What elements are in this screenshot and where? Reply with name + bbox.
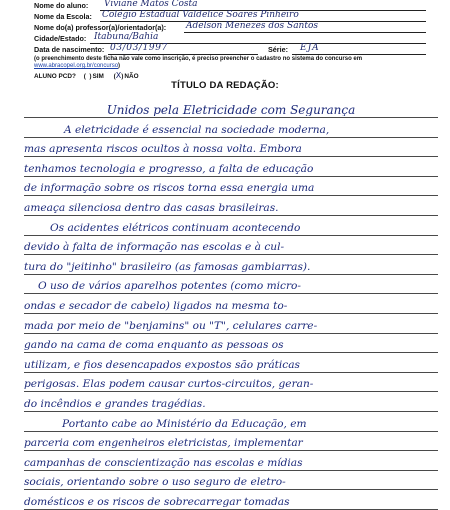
registration-link[interactable]: www.abracopel.org.br/concurso: [34, 63, 119, 70]
student-name-value: Viviane Matos Costa: [104, 0, 198, 9]
essay-line-text: do incêndios e grandes tragédias.: [24, 397, 206, 410]
essay-line-text: domésticos e os riscos de sobrecarregar tomadas: [24, 495, 290, 508]
registration-note-text: (o preenchimento deste ficha não vale como inscrição, é preciso preencher o cadastro no sistema do concurso em: [34, 56, 363, 62]
essay-line: [24, 236, 438, 256]
birth-date-field[interactable]: [108, 44, 258, 55]
essay-line-text: mas apresenta riscos ocultos à nossa volta. Embora: [24, 143, 302, 156]
essay-line-text: O uso de vários aparelhos potentes (como micro-: [38, 280, 302, 293]
series-value: EJA: [300, 43, 320, 53]
essay-line-text: Portanto cabe ao Ministério da Educação, em: [62, 417, 307, 430]
essay-line: [24, 334, 438, 354]
teacher-name-field[interactable]: [184, 22, 426, 33]
essay-line-text: ondas e secador de cabelo) ligados na mesma to-: [24, 299, 288, 312]
essay-line: [24, 471, 438, 491]
essay-line-text: devido à falta de informação nas escolas e à cul-: [24, 241, 285, 254]
essay-line: [24, 412, 438, 432]
pcd-row: [34, 71, 139, 80]
birth-series-row: [34, 44, 426, 56]
essay-line-text: ameaça silenciosa dentro das casas brasileiras.: [24, 201, 279, 214]
essay-line: [24, 275, 438, 295]
essay-line-text: Os acidentes elétricos continuam acontecendo: [50, 221, 301, 234]
essay-title-label: TÍTULO DA REDAÇÃO:: [171, 80, 279, 91]
series-field[interactable]: [292, 44, 426, 55]
birth-date-label: Data de nascimento:: [34, 45, 105, 54]
pcd-yes-label: SIM: [92, 73, 104, 80]
essay-line-text: utilizam, e fios desencapados expostos são práticas: [24, 358, 300, 371]
essay-line: [24, 255, 438, 275]
essay-line-text: gando na cama de coma enquanto as pessoas os: [24, 339, 284, 352]
essay-line-text: mada por meio de "benjamins" ou "T", celulares carre-: [24, 319, 318, 332]
essay-line-text: campanhas de conscientização nas escolas e mídias: [24, 456, 303, 469]
essay-line: [24, 432, 438, 452]
essay-line: [24, 118, 438, 138]
essay-line: [24, 353, 438, 373]
essay-title-line: [24, 99, 438, 118]
school-name-label: Nome da Escola:: [34, 12, 92, 21]
essay-title: Unidos pela Eletricidade com Segurança: [106, 104, 356, 116]
teacher-name-label: Nome do(a) professor(a)/orientador(a):: [34, 23, 167, 32]
essay-line: [24, 451, 438, 471]
essay-line: [24, 392, 438, 412]
essay-line: [24, 157, 438, 177]
student-name-label: Nome do aluno:: [34, 1, 89, 10]
essay-line-text: de informação sobre os riscos torna essa energia uma: [24, 182, 315, 195]
essay-line-text: sociais, orientando sobre o uso seguro de eletro-: [24, 476, 286, 489]
essay-line: [24, 373, 438, 393]
birth-date-value: 03/03/1997: [110, 43, 168, 53]
essay-line: [24, 314, 438, 334]
pcd-label: ALUNO PCD?: [34, 73, 76, 80]
essay-line-text: A eletricidade é essencial na sociedade moderna,: [64, 123, 330, 136]
pcd-no-checkbox[interactable]: (X): [113, 71, 124, 80]
pcd-no-label: NÃO: [124, 73, 139, 80]
pcd-no-mark: X: [115, 71, 122, 80]
registration-note-end: ): [118, 63, 121, 70]
teacher-name-value: Adelson Menezes dos Santos: [186, 21, 319, 31]
city-label: Cidade/Estado:: [34, 34, 87, 43]
essay-line: [24, 216, 438, 236]
essay-line: [24, 177, 438, 197]
essay-line-text: tenhamos tecnologia e progresso, a falta de educação: [24, 162, 314, 175]
essay-line: [24, 490, 438, 510]
pcd-yes-checkbox[interactable]: ( ): [83, 73, 92, 80]
school-name-value: Colégio Estadual Valdelice Soares Pinheiro: [102, 10, 299, 20]
registration-note: [34, 56, 426, 71]
essay-line: [24, 196, 438, 216]
series-label: Série:: [268, 45, 288, 54]
essay-ruled-area[interactable]: [24, 99, 438, 510]
essay-line: [24, 138, 438, 158]
essay-line-text: parceria com engenheiros eletricistas, implementar: [24, 437, 303, 450]
essay-line-text: tura do "jeitinho" brasileiro (as famosas gambiarras).: [24, 260, 311, 273]
essay-line-text: perigosas. Elas podem causar curtos-circuitos, geran-: [24, 378, 314, 391]
essay-line: [24, 294, 438, 314]
city-value: Itabuna/Bahia: [94, 32, 159, 42]
